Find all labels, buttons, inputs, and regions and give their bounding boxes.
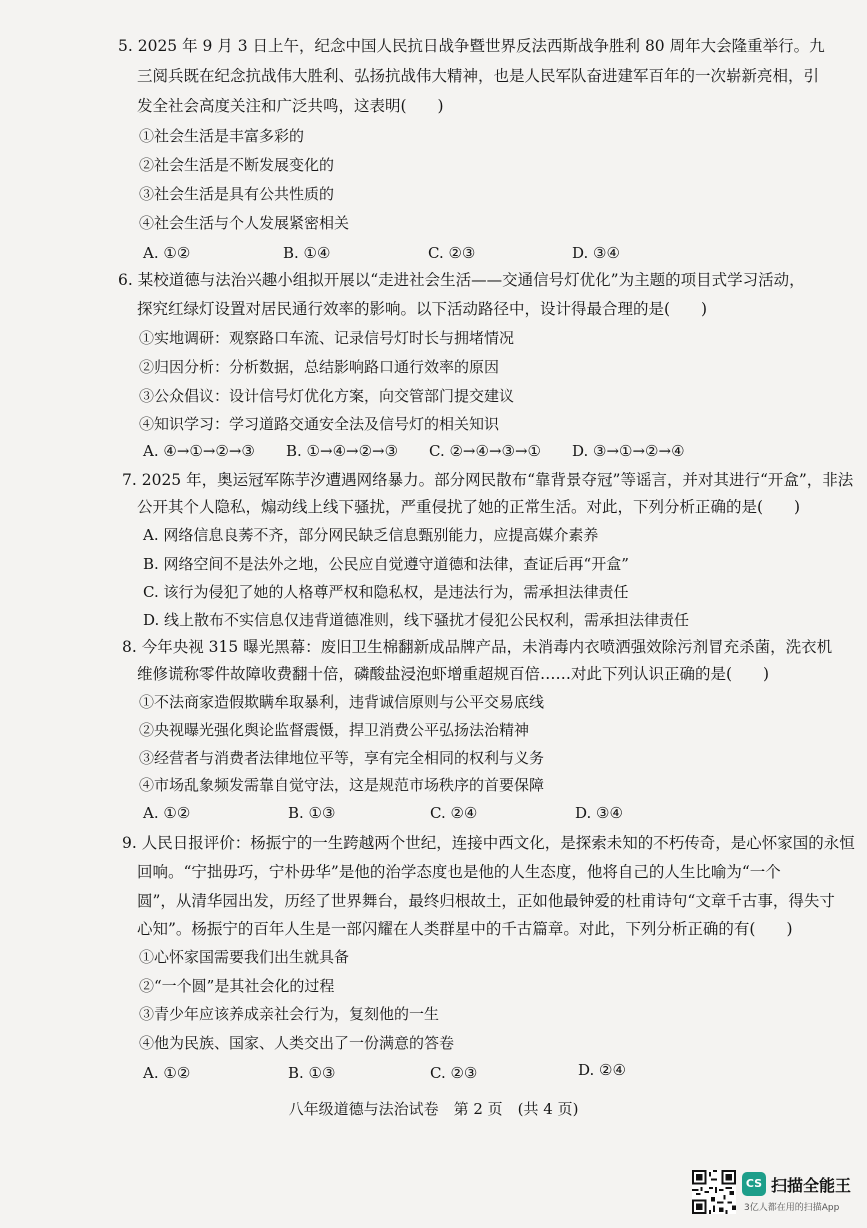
scanner-watermark bbox=[692, 1170, 858, 1218]
option-b: B. 网络空间不是法外之地，公民应自觉遵守道德和法律，查证后再“开盒” bbox=[143, 555, 629, 573]
statement: ②社会生活是不断发展变化的 bbox=[139, 156, 335, 174]
qr-code-icon bbox=[692, 1170, 736, 1214]
statement: ④他为民族、国家、人类交出了一份满意的答卷 bbox=[139, 1034, 455, 1052]
question-stem-line: 探究红绿灯设置对居民通行效率的影响。以下活动路径中，设计得最合理的是( ) bbox=[137, 300, 708, 318]
choice-a: A. ④→①→②→③ bbox=[143, 442, 255, 460]
question-stem-line: 6. 某校道德与法治兴趣小组拟开展以“走进社会生活——交通信号灯优化”为主题的项目式学习活动， bbox=[118, 271, 805, 289]
choice-b: B. ①③ bbox=[288, 804, 336, 822]
statement: ②央视曝光强化舆论监督震慑，捍卫消费公平弘扬法治精神 bbox=[139, 721, 530, 739]
question-stem-line: 9. 人民日报评价：杨振宁的一生跨越两个世纪，连接中西文化，是探索未知的不朽传奇，是心怀家国的永恒 bbox=[122, 834, 855, 852]
question-stem-line: 回响。“宁拙毋巧，宁朴毋华”是他的治学态度也是他的人生态度，他将自己的人生比喻为“一个 bbox=[137, 863, 781, 881]
choice-d: D. ③④ bbox=[572, 244, 620, 262]
question-stem-line: 7. 2025 年，奥运冠军陈芋汐遭遇网络暴力。部分网民散布“靠背景夺冠”等谣言，并对其进行“开盒”，非法 bbox=[122, 471, 854, 489]
question-stem-line: 圆”，从清华园出发，历经了世界舞台，最终归根故土，正如他最钟爱的杜甫诗句“文章千古事，得失寸 bbox=[137, 892, 835, 910]
choice-b: B. ①④ bbox=[283, 244, 331, 262]
choice-d: D. ③④ bbox=[575, 804, 623, 822]
statement: ①心怀家国需要我们出生就具备 bbox=[139, 948, 350, 966]
choice-c: C. ②③ bbox=[428, 244, 476, 262]
statement: ③经营者与消费者法律地位平等，享有完全相同的权利与义务 bbox=[139, 749, 545, 767]
option-c: C. 该行为侵犯了她的人格尊严权和隐私权，是违法行为，需承担法律责任 bbox=[143, 583, 629, 601]
question-stem-line: 公开其个人隐私，煽动线上线下骚扰，严重侵扰了她的正常生活。对此，下列分析正确的是( ) bbox=[137, 498, 801, 516]
statement: ①不法商家造假欺瞒牟取暴利，违背诚信原则与公平交易底线 bbox=[139, 693, 545, 711]
choice-a: A. ①② bbox=[143, 804, 191, 822]
camscanner-logo-icon: CS bbox=[742, 1172, 766, 1196]
statement: ②“一个圆”是其社会化的过程 bbox=[139, 977, 335, 995]
question-stem-line: 维修谎称零件故障收费翻十倍，磷酸盐浸泡虾增重超规百倍……对此下列认识正确的是( ) bbox=[137, 665, 770, 683]
choice-c: C. ②→④→③→① bbox=[429, 442, 541, 460]
choice-b: B. ①→④→②→③ bbox=[286, 442, 399, 460]
choice-a: A. ①② bbox=[143, 1064, 191, 1082]
question-stem-line: 5. 2025 年 9 月 3 日上午，纪念中国人民抗日战争暨世界反法西斯战争胜利 80 周年大会隆重举行。九 bbox=[118, 37, 825, 55]
statement: ③社会生活是具有公共性质的 bbox=[139, 185, 335, 203]
option-a: A. 网络信息良莠不齐，部分网民缺乏信息甄别能力，应提高媒介素养 bbox=[143, 526, 599, 544]
choice-d: D. ③→①→②→④ bbox=[572, 442, 685, 460]
statement: ③青少年应该养成亲社会行为，复刻他的一生 bbox=[139, 1005, 440, 1023]
statement: ④社会生活与个人发展紧密相关 bbox=[139, 214, 350, 232]
brand-name: 扫描全能王 bbox=[771, 1176, 852, 1195]
question-stem-line: 三阅兵既在纪念抗战伟大胜利、弘扬抗战伟大精神，也是人民军队奋进建军百年的一次崭新亮相，引 bbox=[137, 67, 820, 85]
statement: ①社会生活是丰富多彩的 bbox=[139, 127, 305, 145]
choice-c: C. ②④ bbox=[430, 804, 478, 822]
page-footer: 八年级道德与法治试卷 第 2 页 (共 4 页) bbox=[288, 1100, 579, 1118]
question-stem-line: 8. 今年央视 315 曝光黑幕：废旧卫生棉翻新成品牌产品，未消毒内衣喷洒强效除污剂冒充杀菌，洗衣机 bbox=[122, 638, 833, 656]
statement: ④市场乱象频发需靠自觉守法，这是规范市场秩序的首要保障 bbox=[139, 776, 545, 794]
statement: ③公众倡议：设计信号灯优化方案，向交管部门提交建议 bbox=[139, 387, 515, 405]
choice-c: C. ②③ bbox=[430, 1064, 478, 1082]
choice-d: D. ②④ bbox=[578, 1061, 626, 1079]
choice-a: A. ①② bbox=[143, 244, 191, 262]
statement: ④知识学习：学习道路交通安全法及信号灯的相关知识 bbox=[139, 415, 500, 433]
option-d: D. 线上散布不实信息仅违背道德准则，线下骚扰才侵犯公民权利，需承担法律责任 bbox=[143, 611, 690, 629]
statement: ②归因分析：分析数据，总结影响路口通行效率的原因 bbox=[139, 358, 500, 376]
brand-tagline: 3亿人都在用的扫描App bbox=[744, 1203, 840, 1213]
question-stem-line: 心知”。杨振宁的百年人生是一部闪耀在人类群星中的千古篇章。对此，下列分析正确的有( ) bbox=[137, 920, 793, 938]
choice-b: B. ①③ bbox=[288, 1064, 336, 1082]
question-stem-line: 发全社会高度关注和广泛共鸣，这表明( ) bbox=[137, 97, 444, 115]
statement: ①实地调研：观察路口车流、记录信号灯时长与拥堵情况 bbox=[139, 329, 515, 347]
